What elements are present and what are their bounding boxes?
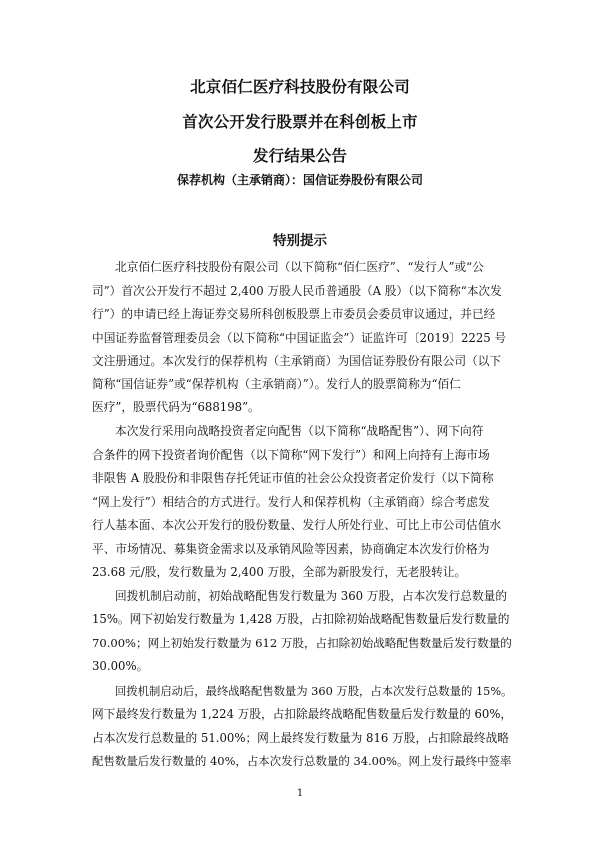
offering-title: 首次公开发行股票并在科创板上市 [182, 113, 418, 131]
sponsor-line: 保荐机构（主承销商）：国信证券股份有限公司 [176, 173, 423, 187]
page-number: 1 [296, 788, 304, 799]
document-page: 北京佰仁医疗科技股份有限公司 首次公开发行股票并在科创板上市 发行结果公告 保荐机构（主承销商）：国信证券股份有限公司 特别提示 北京佰仁医疗科技股份有限公司（以下简称“佰仁医疗”、“发行人”或“公 司”）首次公开发行不超过 2,400 万股人民币普通股（A 股）（以下简称“本次发 行”）的申请已经上海证券交易所科创板股票上市委员会委员审议通过，并已经 中国证券监督管理委员会（以下简称“中国证监会”）证监许可〔2019〕2225 号 文注册通过。本次发行的保荐机构（主承销商）为国信证券股份有限公司（以下 简称“国信证券”或“保荐机构（主承销商）”）。发行人的股票简称为“佰仁 医疗”，股票代码为“688198”。 本次发行采用向战略投资者定向配售（以下简称“战略配售”）、网下向符 合条件的网下投资者询价配售（以下简称“网下发行”）和网上向持有上海市场 非限售 A 股股份和非限售存托凭证市值的社会公众投资者定价发行（以下简称 “网上发行”）相结合的方式进行。发行人和保荐机构（主承销商）综合考虑发 行人基本面、本次公开发行的股份数量、发行人所处行业、可比上市公司估值水 平、市场情况、募集资金需求以及承销风险等因素，协商确定本次发行价格为 23.68 元/股，发行数量为 2,400 万股，全部为新股发行，无老股转让。 回拨机制启动前，初始战略配售发行数量为 360 万股，占本次发行总数量的 15%。网下初始发行数量为 1,428 万股，占扣除初始战略配售数量后发行数量的 70.00%；网上初始发行数量为 612 万股，占扣除初始战略配售数量后发行数量的 30.00%。 回拨机制启动后，最终战略配售数量为 360 万股，占本次发行总数量的 15%。 网下最终发行数量为 1,224 万股，占扣除最终战略配售数量后发行数量的 60%， 占本次发行总数量的 51.00%；网上最终发行数量为 816 万股，占扣除最终战略 配售数量后发行数量的 40%，占本次发行总数量的 34.00%。网上发行最终中签率 1 [0, 0, 600, 846]
company-title: 北京佰仁医疗科技股份有限公司 [190, 78, 410, 96]
section-heading: 特别提示 [273, 233, 327, 249]
announcement-title: 发行结果公告 [252, 147, 348, 165]
